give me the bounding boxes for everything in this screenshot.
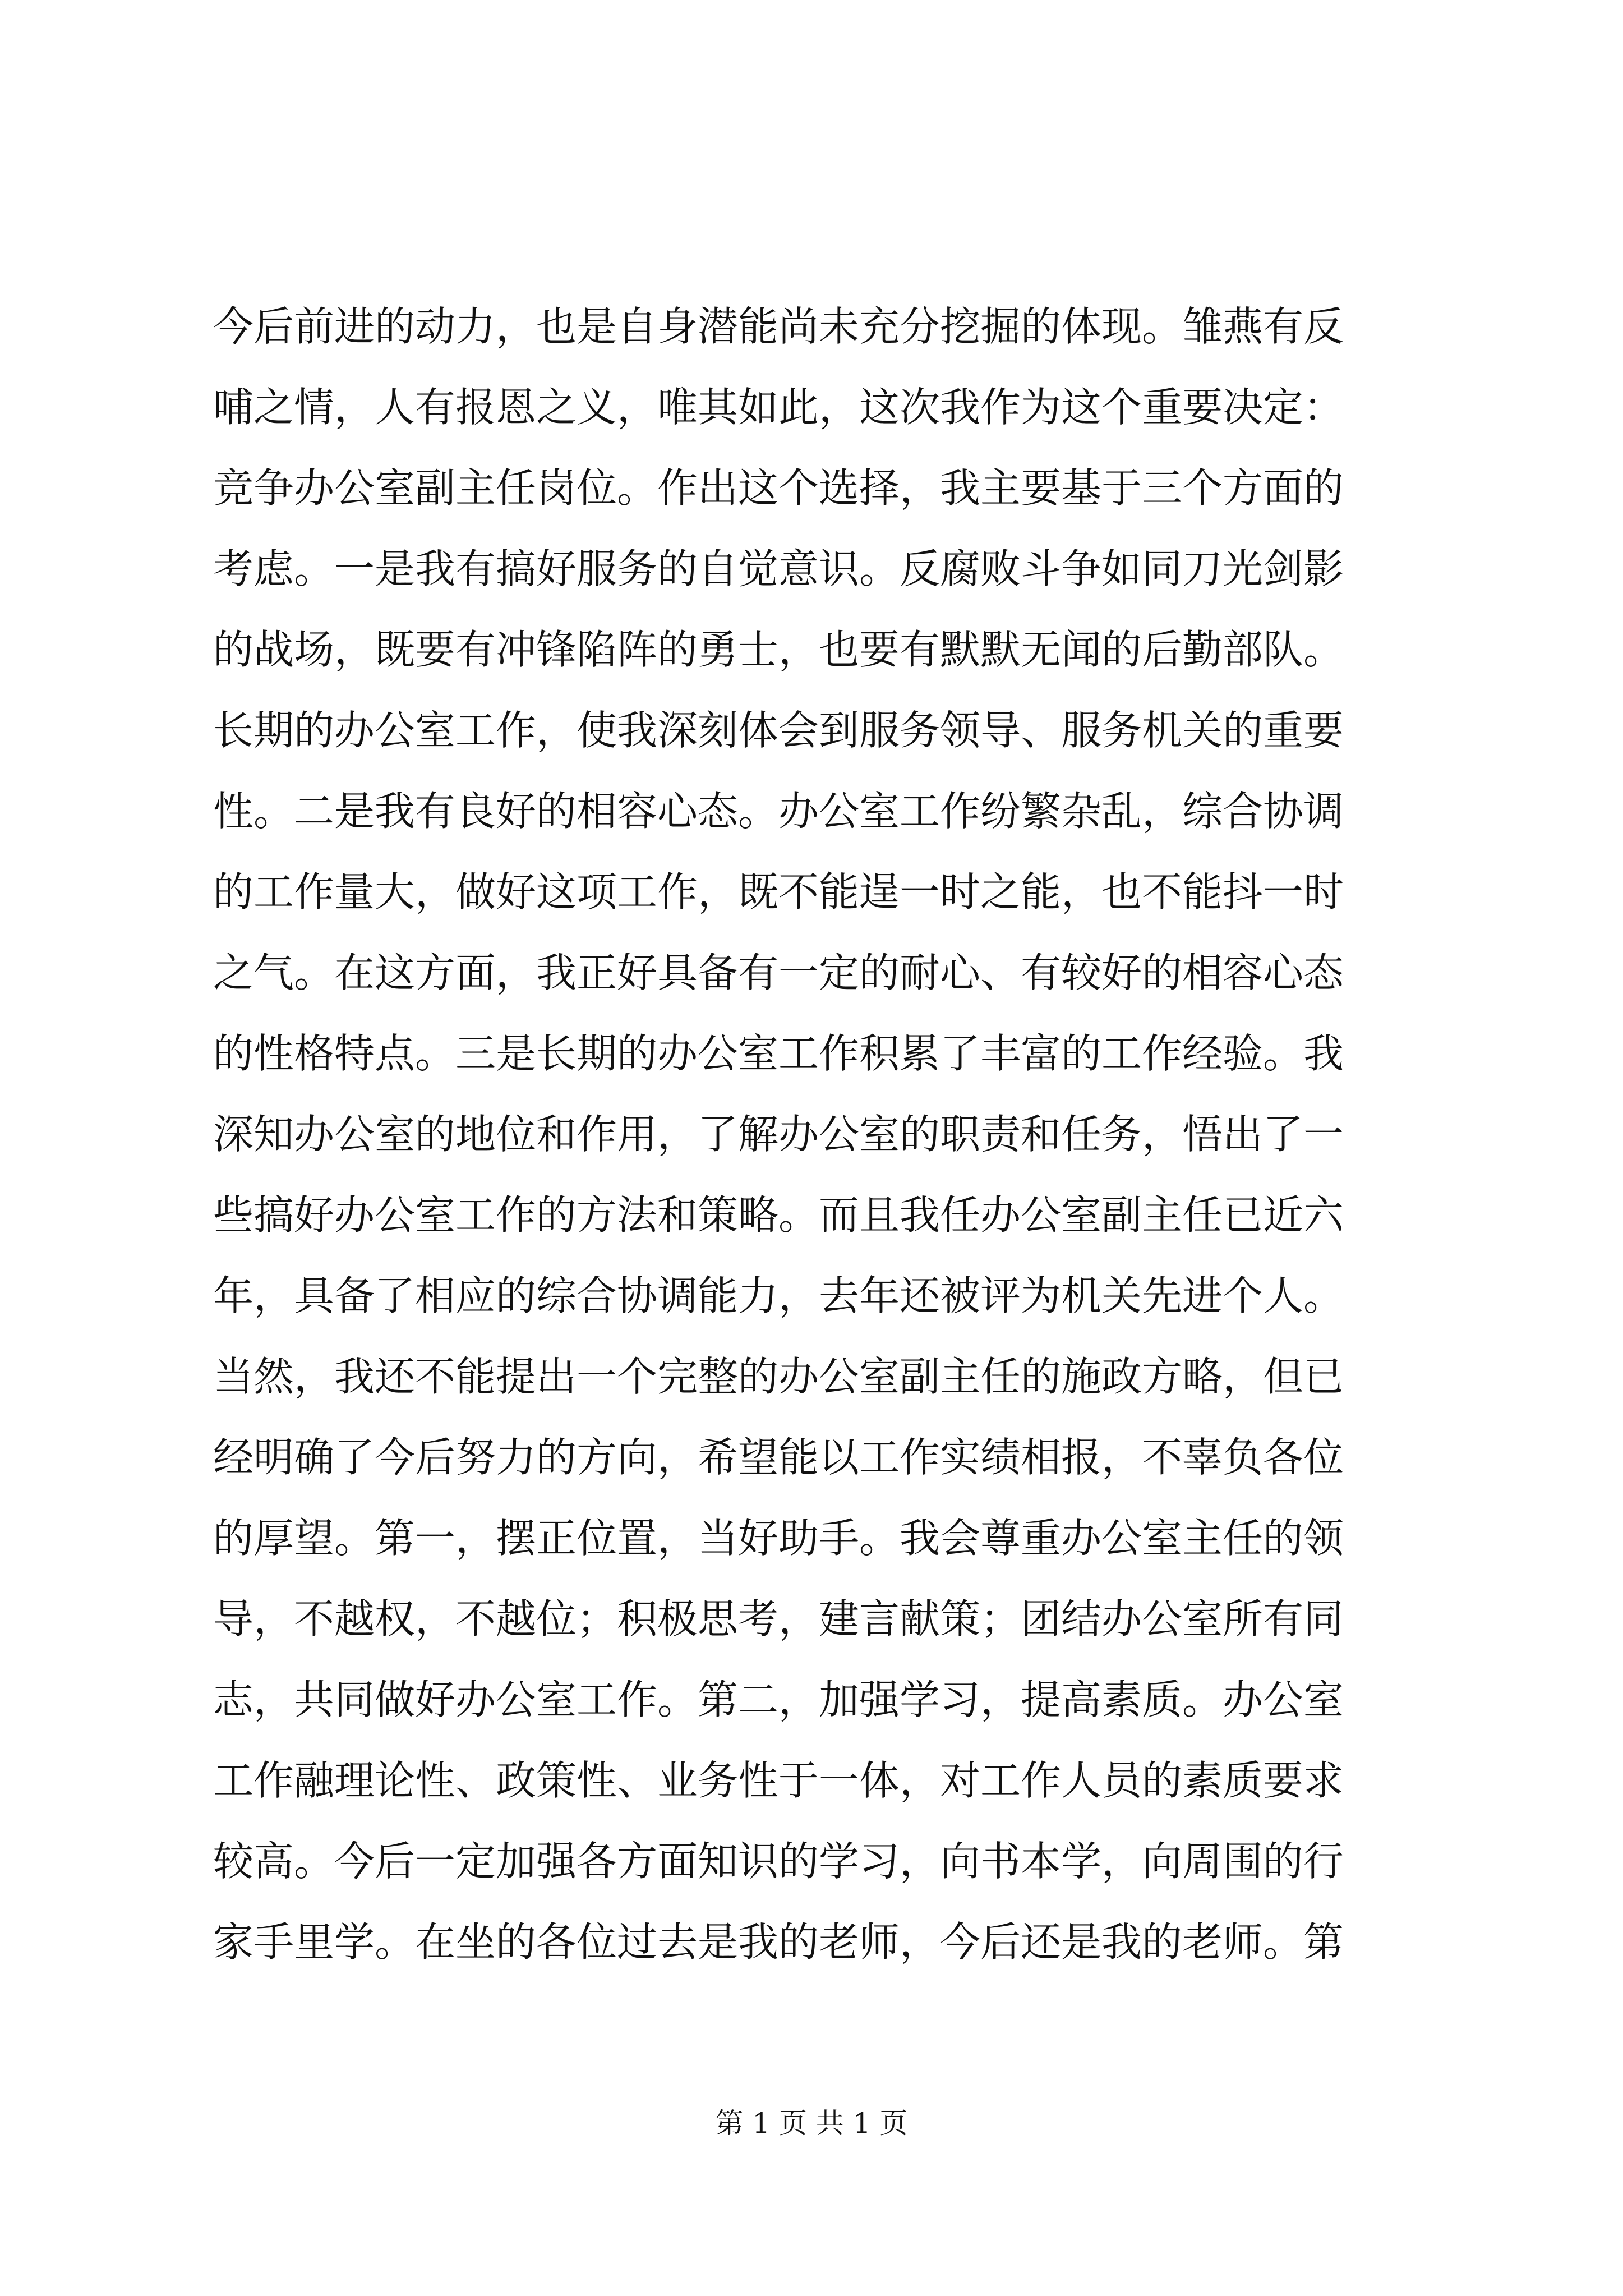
- text-line: 之气。在这方面，我正好具备有一定的耐心、有较好的相容心态: [213, 949, 1344, 996]
- text-line: 深知办公室的地位和作用，了解办公室的职责和任务，悟出了一: [213, 1111, 1344, 1158]
- page-footer: [0, 2104, 1623, 2143]
- text-line: 经明确了今后努力的方向，希望能以工作实绩相报，不辜负各位: [213, 1434, 1344, 1481]
- text-line: 工作融理论性、政策性、业务性于一体，对工作人员的素质要求: [213, 1757, 1344, 1804]
- page-number: 第 1 页 共 1 页: [715, 2107, 908, 2139]
- text-line: 的厚望。第一，摆正位置，当好助手。我会尊重办公室主任的领: [213, 1515, 1344, 1562]
- text-line: 哺之情，人有报恩之义，唯其如此，这次我作为这个重要决定：: [213, 384, 1344, 431]
- text-line: 些搞好办公室工作的方法和策略。而且我任办公室副主任已近六: [213, 1191, 1344, 1239]
- text-line: 家手里学。在坐的各位过去是我的老师，今后还是我的老师。第: [213, 1918, 1344, 1966]
- text-line: 的战场，既要有冲锋陷阵的勇士，也要有默默无闻的后勤部队。: [213, 626, 1344, 673]
- text-line: 竞争办公室副主任岗位。作出这个选择，我主要基于三个方面的: [213, 464, 1344, 512]
- text-line: 考虑。一是我有搞好服务的自觉意识。反腐败斗争如同刀光剑影: [213, 545, 1344, 592]
- text-line: 今后前进的动力，也是自身潜能尚未充分挖掘的体现。雏燕有反: [213, 303, 1344, 350]
- text-line: 性。二是我有良好的相容心态。办公室工作纷繁杂乱，综合协调: [213, 788, 1344, 835]
- text-line: 的工作量大，做好这项工作，既不能逞一时之能，也不能抖一时: [213, 868, 1344, 915]
- text-line: 导，不越权，不越位；积极思考，建言献策；团结办公室所有同: [213, 1595, 1344, 1642]
- text-line: 长期的办公室工作，使我深刻体会到服务领导、服务机关的重要: [213, 707, 1344, 754]
- text-line: 志，共同做好办公室工作。第二，加强学习，提高素质。办公室: [213, 1676, 1344, 1723]
- text-line: 年，具备了相应的综合协调能力，去年还被评为机关先进个人。: [213, 1272, 1344, 1319]
- text-line: 较高。今后一定加强各方面知识的学习，向书本学，向周围的行: [213, 1838, 1344, 1885]
- body-text: [213, 286, 1447, 1982]
- text-line: 的性格特点。三是长期的办公室工作积累了丰富的工作经验。我: [213, 1030, 1344, 1077]
- text-line: 当然，我还不能提出一个完整的办公室副主任的施政方略，但已: [213, 1353, 1344, 1400]
